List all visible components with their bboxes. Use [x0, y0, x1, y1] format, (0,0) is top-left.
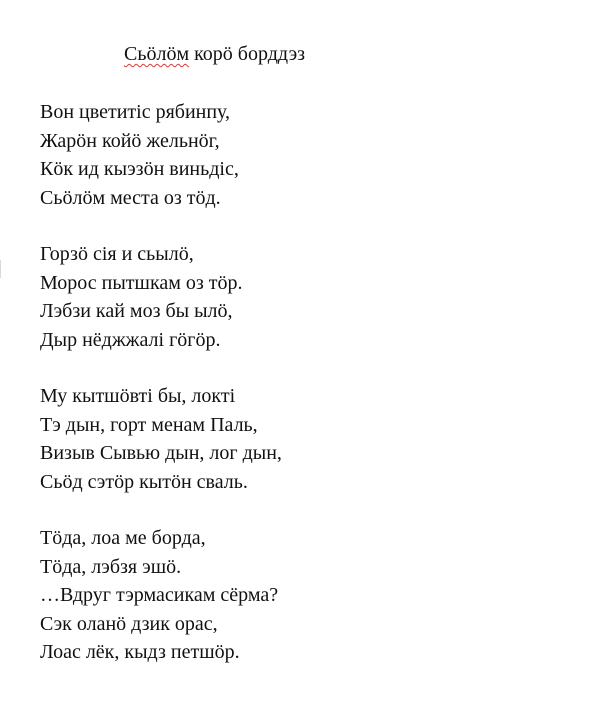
poem-line: Тӧда, лоа ме борда,: [40, 527, 206, 549]
poem-line: Вон цветитіс рябинпу,: [40, 101, 231, 123]
poem-line: Тӧда, лэбзя эшӧ.: [40, 555, 182, 578]
poem-body: [40, 98, 282, 695]
poem-line: Жарӧн койӧ жельнӧг,: [40, 129, 220, 152]
poem-line: Му кытшӧвті бы, локті: [40, 385, 236, 407]
page-edge-mark: [0, 260, 1, 278]
poem-line: Морос пытшкам оз тӧр.: [40, 271, 243, 294]
poem-line: …Вдруг тэрмасикам сёрма?: [40, 584, 279, 606]
title-rest: корӧ борддэз: [189, 43, 306, 65]
poem-line: Сьӧлӧм места оз тӧд.: [40, 186, 221, 209]
poem-title: [124, 42, 305, 66]
poem-line: Визыв Сывью дын, лог дын,: [40, 442, 282, 464]
poem-line: Сэк оланӧ дзик орас,: [40, 612, 218, 635]
poem-line: Кӧк ид кыэзӧн виньдіс,: [40, 158, 239, 180]
stanza-4: [40, 524, 282, 667]
poem-line: Горзӧ сія и сьылӧ,: [40, 243, 194, 265]
poem-line: Дыр нёджжалі гӧгӧр.: [40, 328, 221, 351]
stanza-1: [40, 98, 282, 212]
title-misspelled-word: Сьӧлӧм: [124, 43, 190, 65]
poem-line: Лэбзи кай моз бы ылӧ,: [40, 300, 233, 322]
stanza-3: [40, 382, 282, 496]
poem-line: Сьӧд сэтӧр кытӧн сваль.: [40, 470, 248, 493]
poem-line: Тэ дын, горт менам Паль,: [40, 413, 258, 436]
stanza-2: [40, 240, 282, 354]
poem-line: Лоас лёк, кыдз петшӧр.: [40, 641, 240, 663]
